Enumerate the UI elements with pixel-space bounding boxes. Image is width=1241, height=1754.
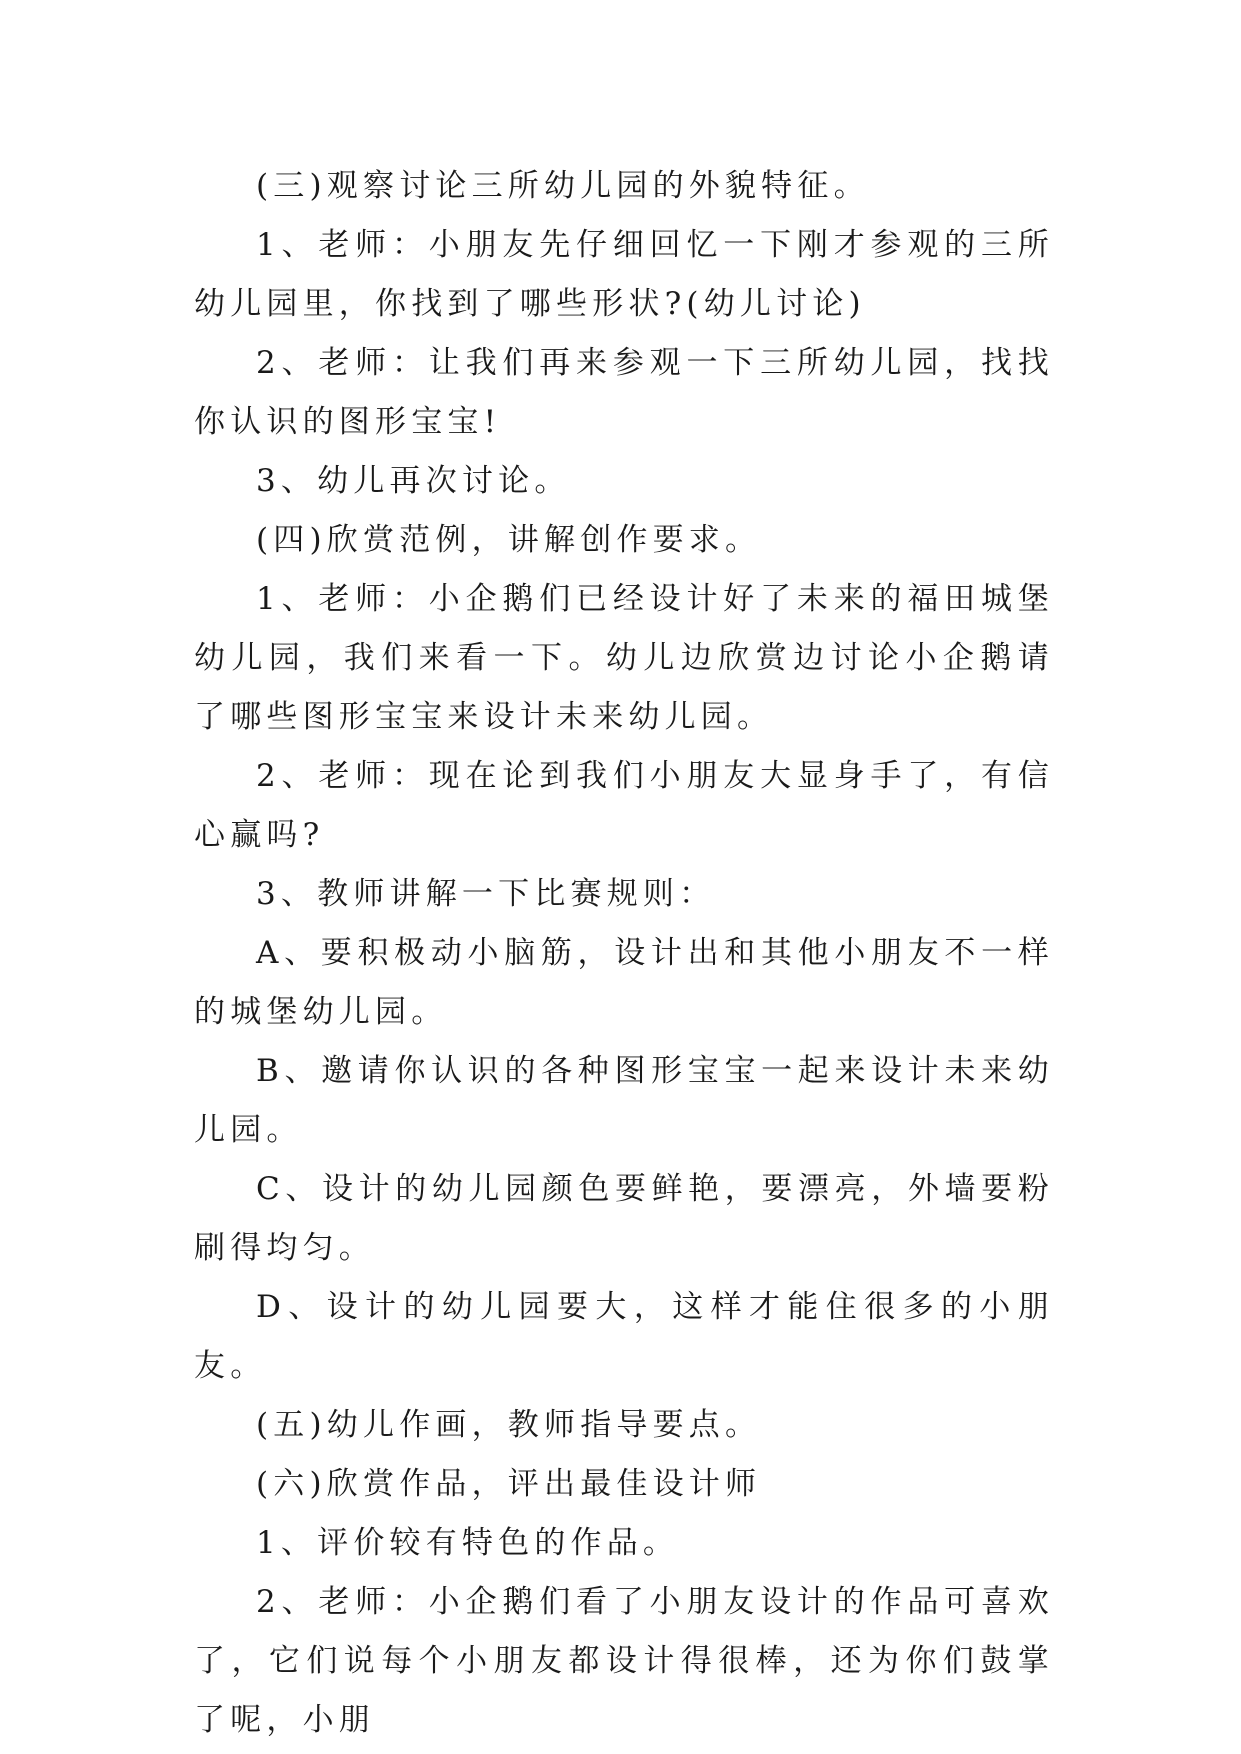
paragraph-rule-a: A、要积极动小脑筋，设计出和其他小朋友不一样的城堡幼儿园。 xyxy=(194,935,1054,1030)
paragraph-rule-c: C、设计的幼儿园颜色要鲜艳，要漂亮，外墙要粉刷得均匀。 xyxy=(194,1171,1054,1266)
paragraph-section-5-heading: (五)幼儿作画，教师指导要点。 xyxy=(256,1407,762,1443)
paragraph-4-3: 3、教师讲解一下比赛规则： xyxy=(256,876,716,912)
paragraph-rule-b: B、邀请你认识的各种图形宝宝一起来设计未来幼儿园。 xyxy=(194,1053,1054,1148)
paragraph-4-1: 1、老师：小企鹅们已经设计好了未来的福田城堡幼儿园，我们来看一下。幼儿边欣赏边讨论小企鹅请了哪些图形宝宝来设计未来幼儿园。 xyxy=(194,581,1054,735)
paragraph-6-2: 2、老师：小企鹅们看了小朋友设计的作品可喜欢了，它们说每个小朋友都设计得很棒，还为你们鼓掌了呢，小朋 xyxy=(194,1584,1054,1738)
paragraph-3-3: 3、幼儿再次讨论。 xyxy=(256,463,571,499)
paragraph-3-2: 2、老师：让我们再来参观一下三所幼儿园，找找你认识的图形宝宝! xyxy=(194,345,1054,440)
paragraph-rule-d: D、设计的幼儿园要大，这样才能住很多的小朋友。 xyxy=(194,1289,1054,1384)
paragraph-6-1: 1、评价较有特色的作品。 xyxy=(256,1525,680,1561)
paragraph-section-3-heading: (三)观察讨论三所幼儿园的外貌特征。 xyxy=(256,168,870,204)
document-body xyxy=(194,157,1054,1750)
paragraph-4-2: 2、老师：现在论到我们小朋友大显身手了，有信心赢吗? xyxy=(194,758,1054,853)
paragraph-3-1: 1、老师：小朋友先仔细回忆一下刚才参观的三所幼儿园里，你找到了哪些形状?(幼儿讨论) xyxy=(194,227,1054,322)
paragraph-section-6-heading: (六)欣赏作品，评出最佳设计师 xyxy=(256,1466,762,1502)
paragraph-section-4-heading: (四)欣赏范例，讲解创作要求。 xyxy=(256,522,762,558)
